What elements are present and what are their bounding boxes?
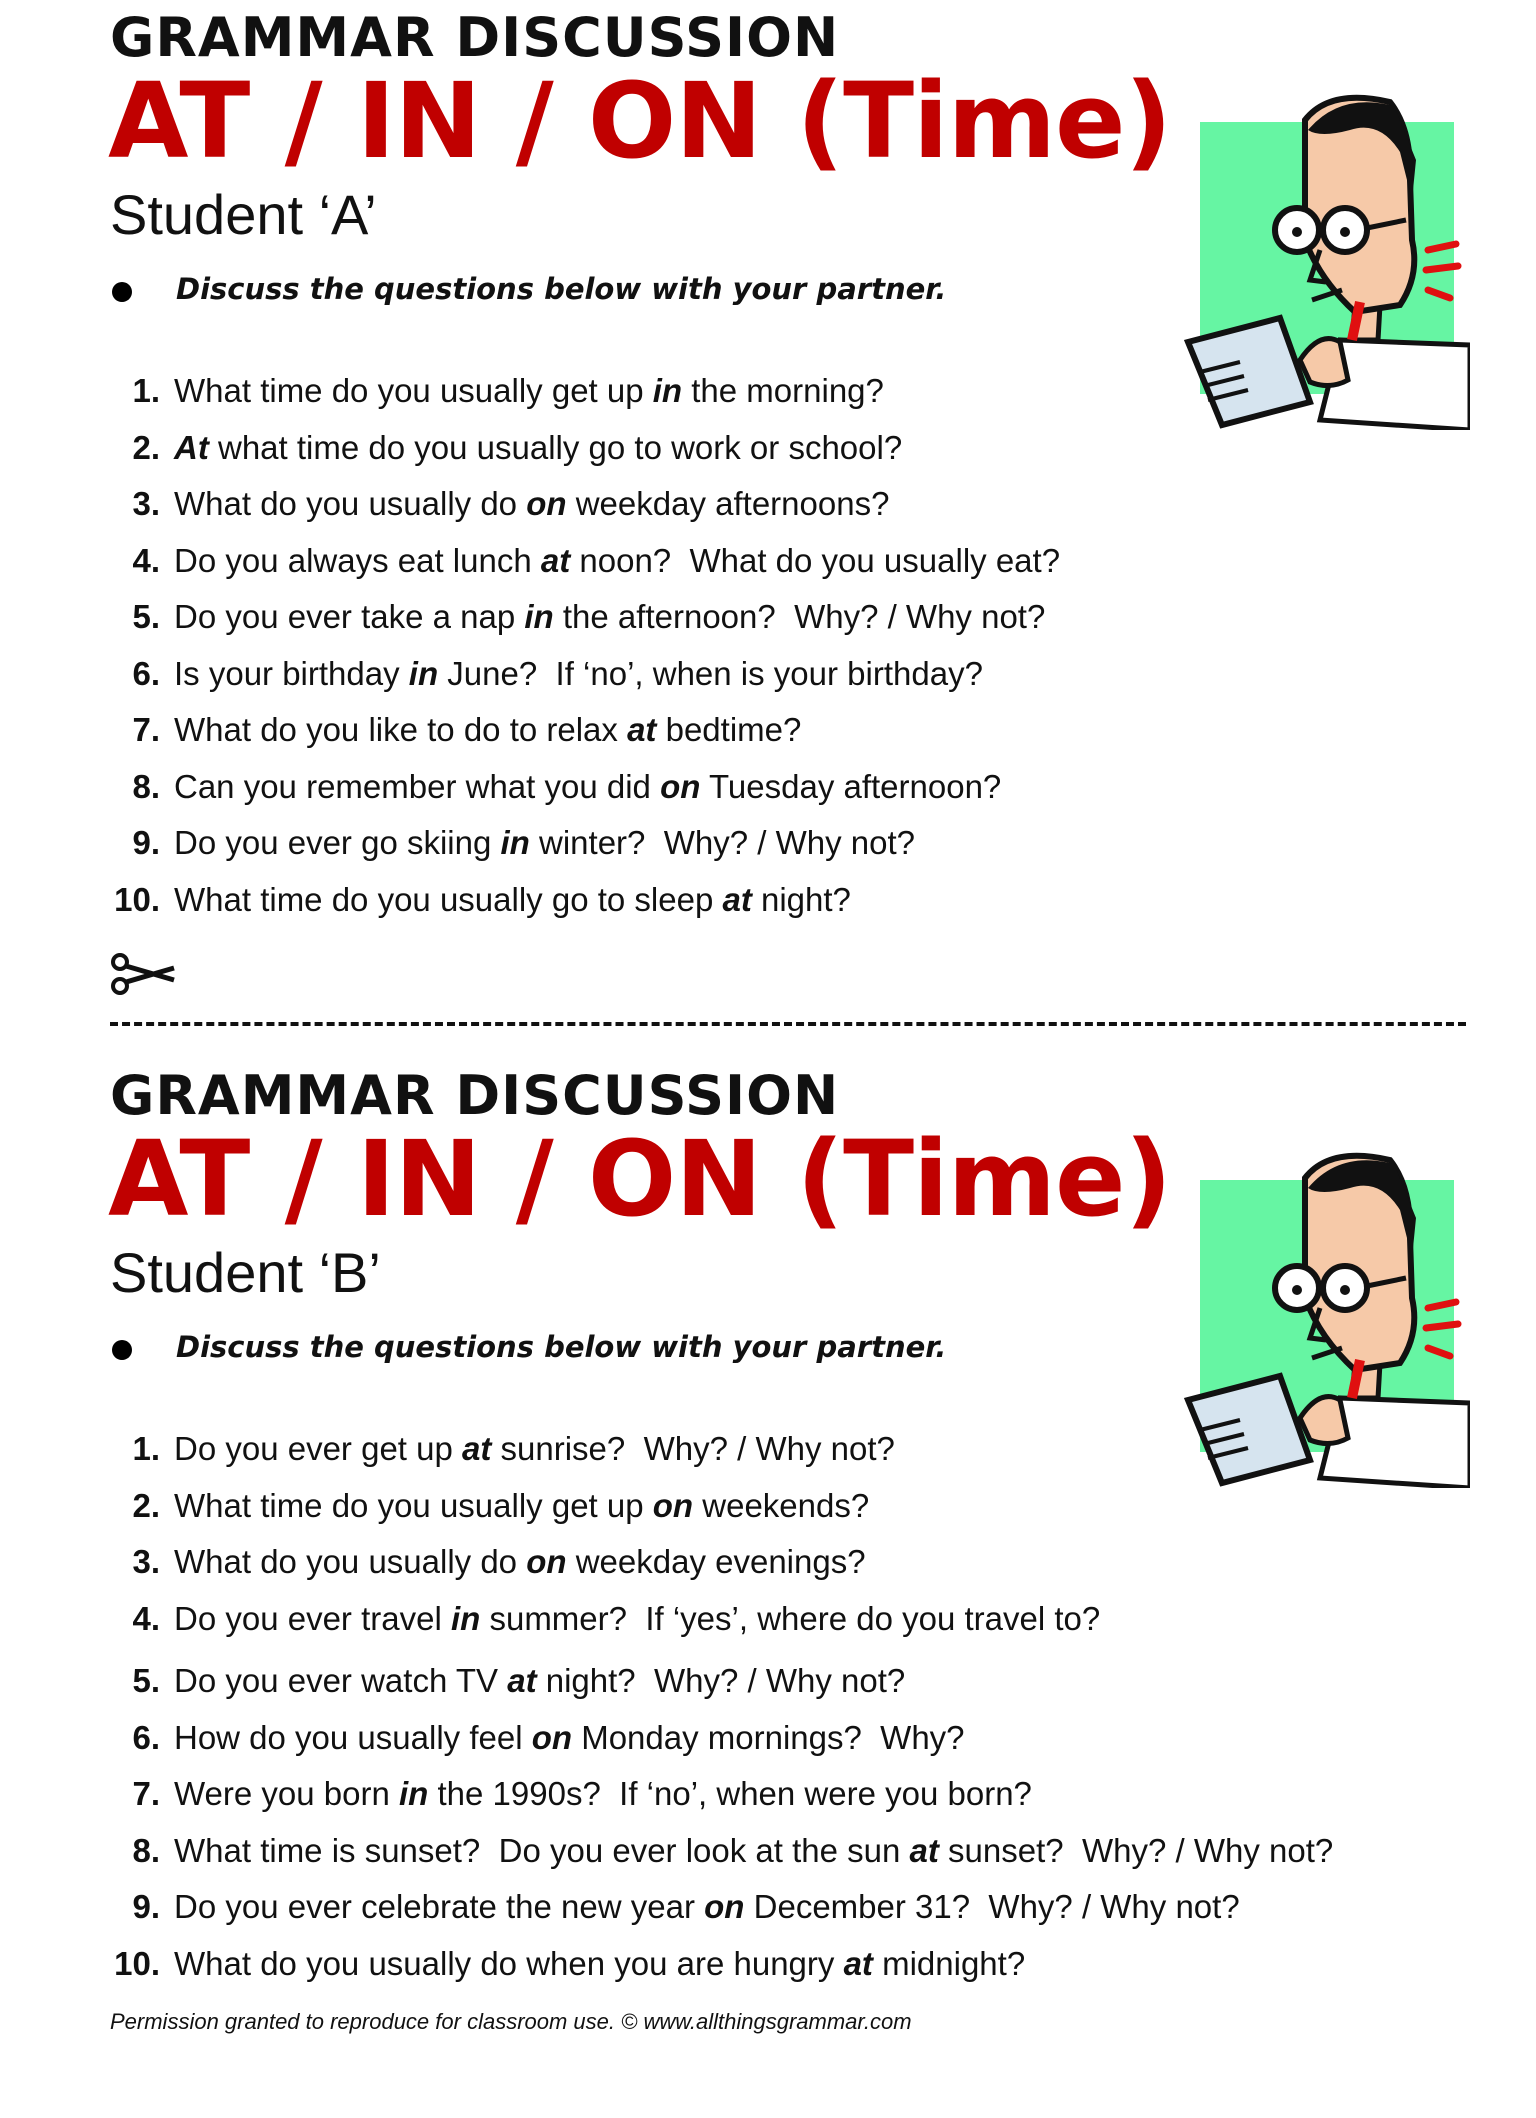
question-fragment: Were you born: [174, 1775, 400, 1812]
question-number: 2.: [132, 1486, 160, 1524]
preposition-highlight: on: [526, 1543, 567, 1580]
question-fragment: Do you always eat lunch: [174, 541, 541, 579]
teacher-illustration: [1180, 1148, 1470, 1488]
question-text: [174, 1775, 1032, 1813]
question-fragment: the 1990s? If ‘no’, when were you born?: [428, 1775, 1032, 1812]
question-fragment: what time do you usually go to work or school?: [208, 428, 903, 466]
question-number: 10.: [114, 880, 160, 918]
question-text: [174, 429, 902, 467]
question-text: [174, 711, 801, 749]
cut-line: [110, 1022, 1466, 1026]
question-fragment: sunrise? Why? / Why not?: [491, 1430, 895, 1467]
preposition-highlight: at: [540, 541, 571, 579]
section-heading: GRAMMAR DISCUSSION: [110, 6, 840, 69]
question-fragment: Is your birthday: [174, 654, 409, 692]
question-fragment: Do you ever celebrate the new year: [174, 1888, 705, 1925]
question-fragment: How do you usually feel: [174, 1718, 532, 1756]
question-fragment: Monday mornings? Why?: [572, 1718, 965, 1756]
question-number: 9.: [132, 1888, 160, 1925]
question-fragment: weekends?: [693, 1486, 870, 1524]
question-number: 5.: [132, 598, 160, 635]
preposition-highlight: in: [450, 1599, 481, 1637]
question-number: 1.: [132, 372, 160, 409]
preposition-highlight: on: [704, 1888, 745, 1925]
question-number: 3.: [132, 1543, 160, 1580]
preposition-highlight: in: [524, 598, 554, 635]
preposition-highlight: in: [500, 824, 530, 861]
question-number: 10.: [114, 1944, 160, 1982]
question-number: 8.: [132, 767, 160, 805]
question-number: 4.: [132, 1599, 160, 1637]
question-text: [174, 655, 983, 693]
section-title: AT / IN / ON (Time): [108, 1118, 1172, 1240]
question-text: [174, 598, 1045, 636]
question-fragment: winter? Why? / Why not?: [529, 824, 915, 861]
question-fragment: What time do you usually get up: [174, 1486, 653, 1524]
question-fragment: What time do you usually go to sleep: [174, 880, 723, 918]
question-text: [174, 824, 915, 862]
student-label: Student ‘B’: [110, 1241, 381, 1304]
question-number: 7.: [132, 711, 160, 748]
question-text: [174, 1888, 1240, 1926]
question-text: [174, 881, 851, 919]
question-number: 8.: [132, 1831, 160, 1869]
question-fragment: the afternoon? Why? / Why not?: [553, 598, 1046, 635]
question-fragment: noon? What do you usually eat?: [570, 541, 1061, 579]
question-number: 1.: [132, 1430, 160, 1467]
preposition-highlight: on: [660, 767, 701, 805]
question-number: 3.: [132, 485, 160, 522]
preposition-highlight: at: [462, 1430, 492, 1467]
preposition-highlight: in: [399, 1775, 429, 1812]
question-fragment: bedtime?: [656, 711, 802, 748]
question-fragment: Do you ever go skiing: [174, 824, 501, 861]
question-text: [174, 1832, 1333, 1870]
preposition-highlight: at: [722, 880, 752, 918]
question-number: 2.: [132, 428, 160, 466]
question-number: 6.: [132, 1718, 160, 1756]
question-number: 7.: [132, 1775, 160, 1812]
question-fragment: midnight?: [872, 1944, 1026, 1982]
section-title: AT / IN / ON (Time): [108, 60, 1172, 182]
question-text: [174, 768, 1001, 806]
question-fragment: weekday evenings?: [566, 1543, 866, 1580]
question-fragment: weekday afternoons?: [566, 485, 890, 522]
question-fragment: sunset? Why? / Why not?: [938, 1831, 1334, 1869]
question-fragment: Do you ever get up: [174, 1430, 463, 1467]
question-fragment: What do you usually do: [174, 485, 527, 522]
teacher-illustration: [1180, 90, 1470, 430]
question-text: [174, 1662, 905, 1700]
question-fragment: What time do you usually get up: [174, 372, 653, 409]
worksheet-section-b: [0, 1058, 1536, 2118]
section-heading: GRAMMAR DISCUSSION: [110, 1064, 840, 1127]
preposition-highlight: on: [526, 485, 567, 522]
question-text: [174, 1945, 1025, 1983]
question-text: [174, 1719, 965, 1757]
preposition-highlight: in: [408, 654, 439, 692]
question-fragment: Do you ever watch TV: [174, 1662, 508, 1699]
bullet-icon: [112, 1340, 132, 1360]
question-fragment: June? If ‘no’, when is your birthday?: [438, 654, 983, 692]
preposition-highlight: At: [174, 428, 209, 466]
preposition-highlight: on: [652, 1486, 694, 1524]
question-fragment: What time is sunset? Do you ever look at the sun: [174, 1831, 910, 1869]
question-fragment: Do you ever travel: [174, 1599, 451, 1637]
question-fragment: What do you usually do when you are hungry: [174, 1944, 844, 1982]
footer-permission: Permission granted to reproduce for classroom use. © www.allthingsgrammar.com: [110, 2009, 912, 2034]
question-number: 5.: [132, 1662, 160, 1699]
question-text: [174, 1487, 869, 1525]
preposition-highlight: at: [909, 1831, 939, 1869]
question-text: [174, 485, 889, 523]
question-fragment: What do you like to do to relax: [174, 711, 628, 748]
question-number: 6.: [132, 654, 160, 692]
preposition-highlight: in: [652, 372, 683, 409]
student-label: Student ‘A’: [110, 183, 377, 246]
instruction-text: Discuss the questions below with your partner.: [176, 272, 947, 306]
question-fragment: summer? If ‘yes’, where do you travel to?: [480, 1599, 1101, 1637]
question-text: [174, 372, 884, 410]
question-number: 4.: [132, 541, 160, 579]
question-fragment: December 31? Why? / Why not?: [744, 1888, 1240, 1925]
question-text: [174, 1430, 895, 1468]
question-fragment: the morning?: [682, 372, 884, 409]
preposition-highlight: on: [531, 1718, 573, 1756]
bullet-icon: [112, 282, 132, 302]
question-number: 9.: [132, 824, 160, 861]
preposition-highlight: at: [627, 711, 657, 748]
question-fragment: Can you remember what you did: [174, 767, 661, 805]
question-text: [174, 542, 1060, 580]
question-text: [174, 1543, 866, 1581]
preposition-highlight: at: [843, 1944, 873, 1982]
scissors-icon: [110, 952, 178, 996]
question-fragment: night?: [751, 880, 851, 918]
question-fragment: night? Why? / Why not?: [536, 1662, 906, 1699]
question-fragment: What do you usually do: [174, 1543, 527, 1580]
question-text: [174, 1600, 1100, 1638]
question-fragment: Do you ever take a nap: [174, 598, 525, 635]
preposition-highlight: at: [507, 1662, 537, 1699]
instruction-text: Discuss the questions below with your partner.: [176, 1330, 947, 1364]
question-fragment: Tuesday afternoon?: [700, 767, 1002, 805]
